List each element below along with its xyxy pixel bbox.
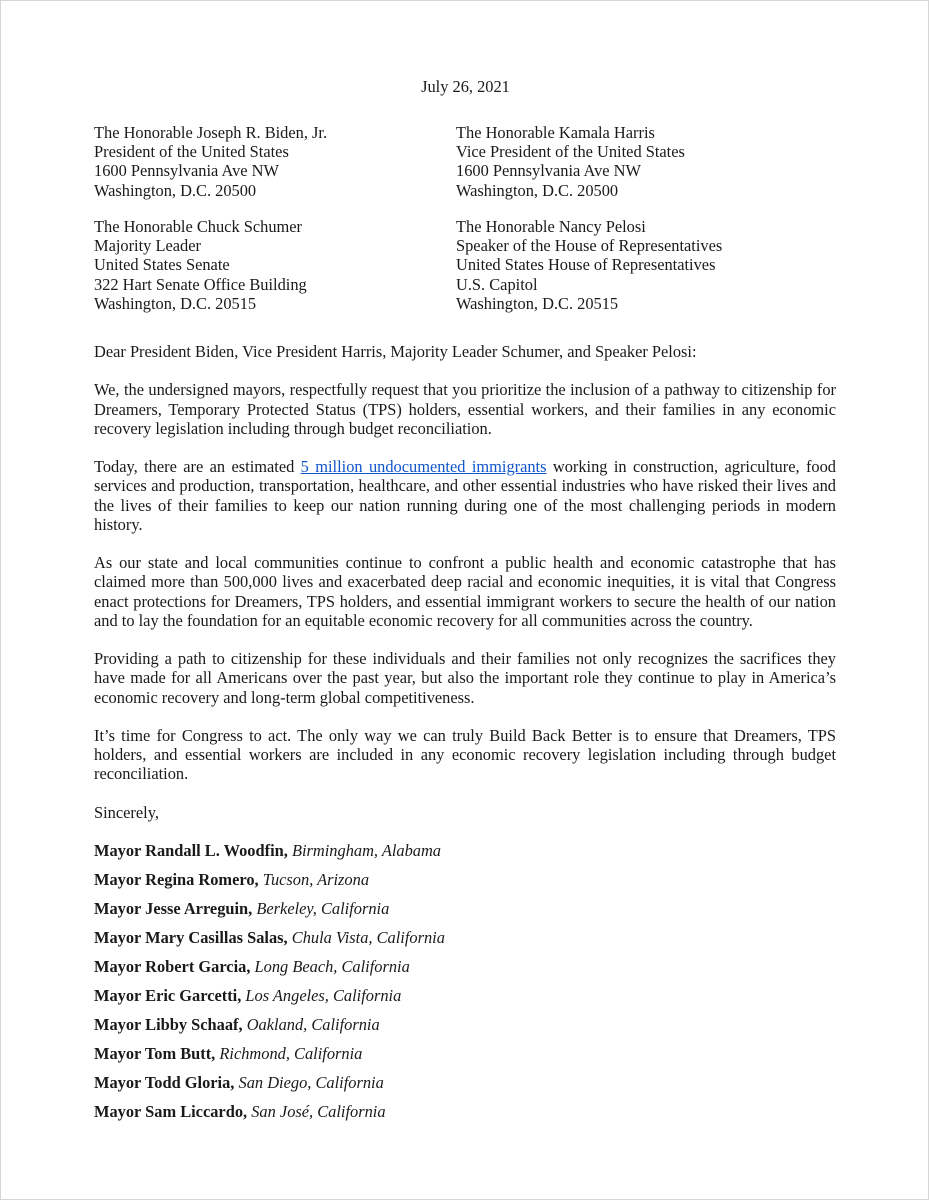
recipient-pelosi: [456, 217, 722, 313]
paragraph-text: Today, there are an estimated: [94, 457, 301, 477]
signer-name: Mayor Randall L. Woodfin,: [94, 841, 288, 861]
signer: [94, 899, 836, 918]
signer-name: Mayor Tom Butt,: [94, 1044, 216, 1064]
recipient-line: Speaker of the House of Representatives: [456, 236, 723, 256]
recipient-line: President of the United States: [94, 142, 289, 162]
signer-city: San Diego, California: [238, 1073, 384, 1093]
signer: [94, 928, 836, 947]
recipient-line: The Honorable Joseph R. Biden, Jr.: [94, 123, 328, 142]
recipient-line: The Honorable Kamala Harris: [456, 123, 655, 142]
recipient-line: U.S. Capitol: [456, 274, 538, 294]
signer-city: Birmingham, Alabama: [291, 841, 442, 861]
signer: [94, 1073, 836, 1092]
signer-city: Richmond, California: [219, 1044, 363, 1064]
closing: Sincerely,: [94, 802, 159, 822]
signer-city: Chula Vista, California: [291, 928, 445, 948]
paragraph-path-citizenship: Providing a path to citizenship for these individuals and their families not only recognizes the sacrifices they have made for all Americans over the past year, but also the important role they continue to play in America’s economic recovery and long-term global competitiveness.: [94, 649, 836, 707]
recipient-biden: [94, 123, 327, 200]
paragraph-call-to-action: It’s time for Congress to act. The only way we can truly Build Back Better is to ensure that Dreamers, TPS holders, and essential workers are included in any economic recovery legislation including through budget reconciliation.: [94, 725, 836, 784]
signer: [94, 1015, 836, 1034]
recipient-line: 322 Hart Senate Office Building: [94, 274, 307, 294]
recipient-line: United States Senate: [94, 255, 230, 275]
undocumented-immigrants-link[interactable]: 5 million undocumented immigrants: [300, 457, 547, 477]
signer-city: Los Angeles, California: [245, 986, 402, 1006]
paragraph-text: working in construction, agriculture, food services and production, transportation, healthcare, and other essential industries who have risked their lives and the lives of their families to keep our nation running during one of the most challenging periods in modern history.: [94, 457, 836, 534]
recipient-schumer: [94, 217, 307, 313]
recipient-line: The Honorable Chuck Schumer: [94, 217, 303, 236]
signer-city: San José, California: [251, 1102, 386, 1122]
signer-name: Mayor Robert Garcia,: [94, 957, 251, 977]
paragraph-public-health: As our state and local communities continue to confront a public health and economic catastrophe that has claimed more than 500,000 lives and exacerbated deep racial and economic inequities, it is vital that Congress enact protections for Dreamers, TPS holders, and essential immigrant workers to secure the health of our nation and to lay the foundation for an equitable economic recovery for all communities across the country.: [94, 553, 836, 630]
signer-city: Tucson, Arizona: [262, 870, 370, 890]
recipient-line: United States House of Representatives: [456, 255, 716, 275]
signer-name: Mayor Libby Schaaf,: [94, 1015, 243, 1035]
signer-city: Berkeley, California: [256, 899, 390, 919]
paragraph-essential-workers: [94, 457, 836, 534]
signer: [94, 1102, 836, 1121]
signer-name: Mayor Eric Garcetti,: [94, 986, 242, 1006]
signer: [94, 870, 836, 889]
recipient-line: Vice President of the United States: [456, 142, 685, 162]
recipient-line: The Honorable Nancy Pelosi: [456, 217, 646, 236]
recipient-line: Washington, D.C. 20515: [456, 293, 619, 313]
signer-name: Mayor Regina Romero,: [94, 870, 259, 890]
signer: [94, 841, 836, 860]
recipient-line: 1600 Pennsylvania Ave NW: [456, 161, 641, 181]
signer-city: Oakland, California: [246, 1015, 380, 1035]
signer-name: Mayor Mary Casillas Salas,: [94, 928, 288, 948]
salutation: Dear President Biden, Vice President Harris, Majority Leader Schumer, and Speaker Pelosi:: [94, 342, 697, 361]
recipient-line: Washington, D.C. 20500: [456, 180, 619, 200]
recipient-line: 1600 Pennsylvania Ave NW: [94, 161, 279, 181]
signer: [94, 986, 836, 1005]
recipient-line: Majority Leader: [94, 236, 201, 256]
signer-name: Mayor Sam Liccardo,: [94, 1102, 248, 1122]
paragraph-request: We, the undersigned mayors, respectfully request that you prioritize the inclusion of a pathway to citizenship for Dreamers, Temporary Protected Status (TPS) holders, essential workers, and their families in any economic recovery legislation including through budget reconciliation.: [94, 380, 836, 438]
signer-city: Long Beach, California: [254, 957, 410, 977]
signer: [94, 957, 836, 976]
signer-name: Mayor Jesse Arreguin,: [94, 899, 253, 919]
signer-list: [94, 841, 836, 1121]
recipient-harris: [456, 123, 685, 200]
recipient-line: Washington, D.C. 20515: [94, 293, 257, 313]
signer: [94, 1044, 836, 1063]
signer-name: Mayor Todd Gloria,: [94, 1073, 235, 1093]
letter-date: July 26, 2021: [421, 77, 510, 96]
recipient-line: Washington, D.C. 20500: [94, 180, 257, 200]
letter-body: [94, 342, 836, 1131]
